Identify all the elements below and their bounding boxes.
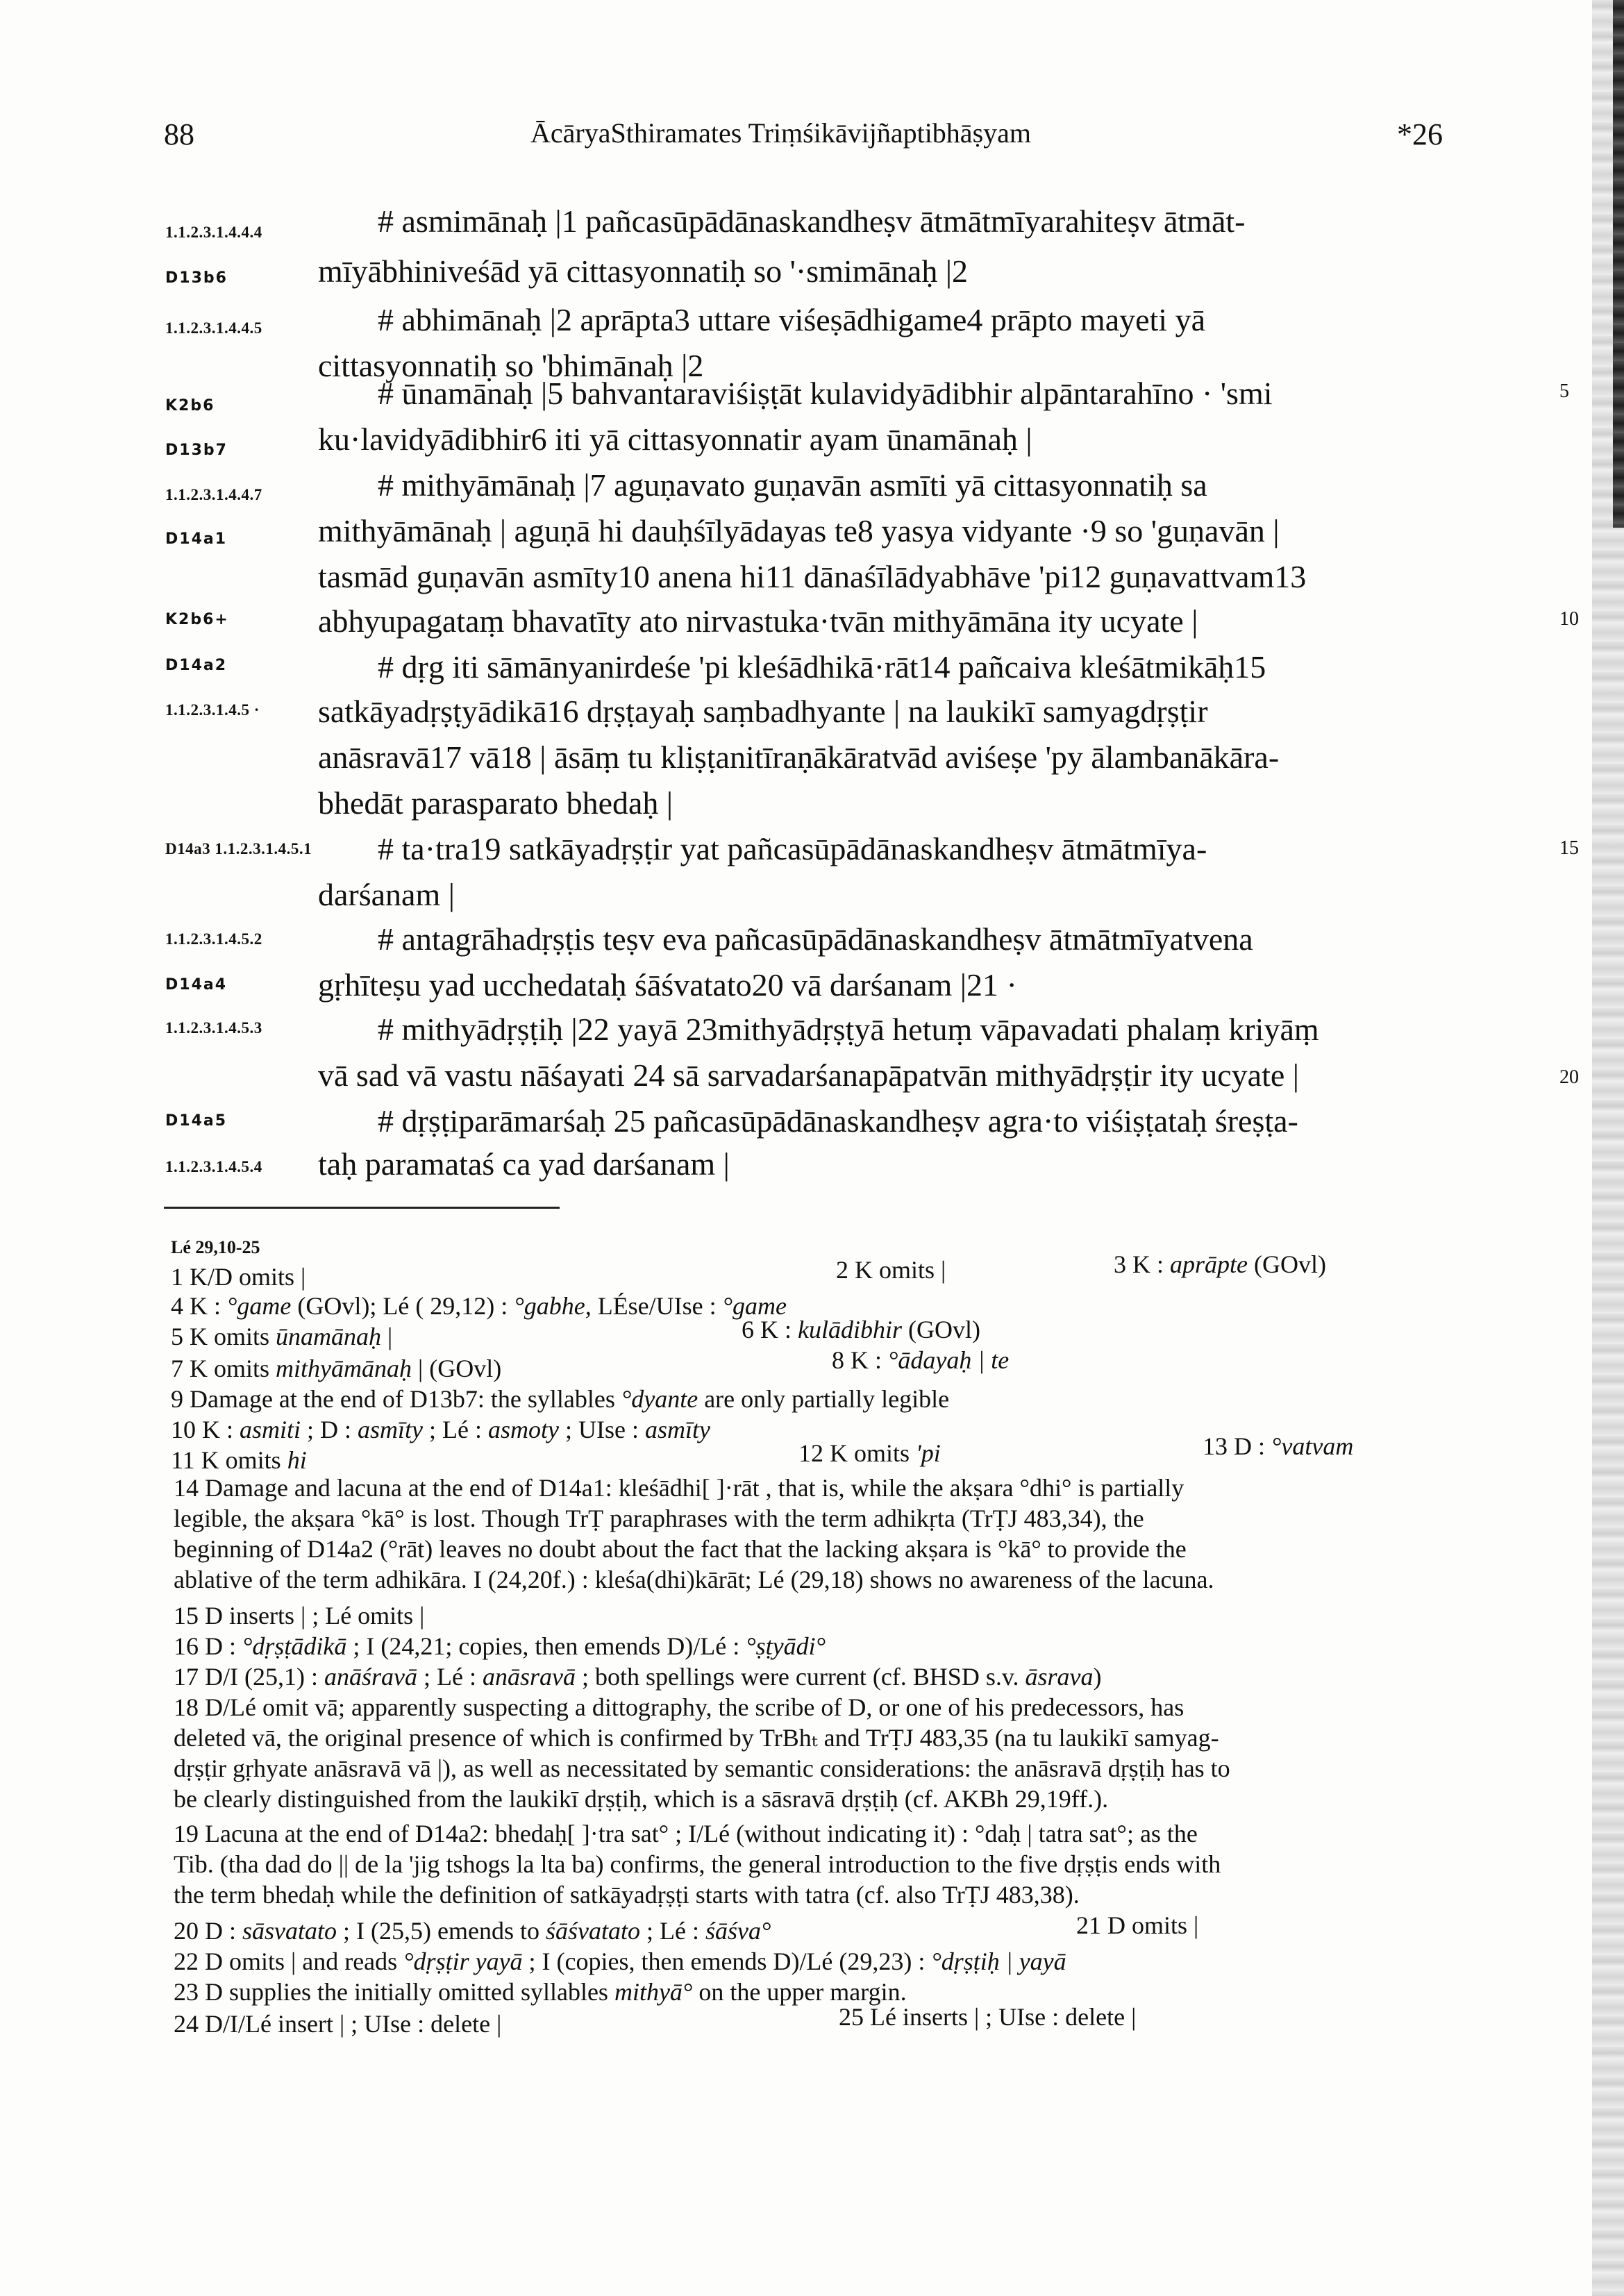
footnote-2: 2 K omits | — [836, 1256, 946, 1284]
text-line: mithyāmānaḥ | aguṇā hi dauḥśīlyādayas te8 yasya vidyante ·9 so 'guṇavān | — [318, 513, 1280, 548]
footnote-22: 22 D omits | and reads °dṛṣṭir yayā ; I (copies, then emends D)/Lé (29,23) : °dṛṣṭiḥ | yayā — [174, 1947, 1066, 1975]
text-line: # ūnamānaḥ |5 bahvantaraviśiṣṭāt kulavidyādibhir alpāntarahīno · 'smi — [378, 376, 1273, 411]
text-line: ku·lavidyādibhir6 iti yā cittasyonnatir ayam ūnamānaḥ | — [318, 421, 1032, 457]
footnote-1: 1 K/D omits | — [171, 1263, 306, 1291]
footnote-20: 20 D : sāsvatato ; I (25,5) emends to śāśvatato ; Lé : śāśva° — [174, 1917, 771, 1945]
footnote-25: 25 Lé inserts | ; UIse : delete | — [839, 2003, 1137, 2031]
text-line: satkāyadṛṣṭyādikā16 dṛṣṭayaḥ saṃbadhyante | na laukikī samyagdṛṣṭir — [318, 694, 1208, 729]
text-line: # mithyādṛṣṭiḥ |22 yayā 23mithyādṛṣṭyā hetuṃ vāpavadati phalaṃ kriyāṃ — [378, 1012, 1319, 1047]
line-sigla: 1.1.2.3.1.4.5.4 — [165, 1158, 262, 1175]
footnote-14-line: beginning of D14a2 (°rāt) leaves no doubt about the fact that the lacking akṣara is °kā° to provide the — [174, 1535, 1187, 1563]
footnote-19-line: Tib. (tha dad do || de la 'jig tshogs la lta ba) confirms, the general introduction to the five dṛṣṭis ends with — [174, 1850, 1221, 1878]
footnote-10: 10 K : asmiti ; D : asmīty ; Lé : asmoty ; UIse : asmīty — [171, 1416, 710, 1443]
line-sigla: D14a1 — [165, 530, 228, 548]
page-number: 88 — [164, 117, 194, 151]
line-number: 5 — [1559, 380, 1569, 402]
text-line: # asmimānaḥ |1 pañcasūpādānaskandheṣv ātmātmīyarahiteṣv ātmāt- — [378, 203, 1246, 239]
footnote-9: 9 Damage at the end of D13b7: the syllables °dyante are only partially legible — [171, 1385, 950, 1413]
text-line: # mithyāmānaḥ |7 aguṇavato guṇavān asmīti yā cittasyonnatiḥ sa — [378, 467, 1207, 503]
line-sigla: K2b6+ — [165, 611, 229, 628]
lefmann-reference: Lé 29,10-25 — [171, 1237, 260, 1257]
line-sigla: D13b7 — [165, 442, 228, 459]
line-sigla: D14a3 1.1.2.3.1.4.5.1 — [165, 840, 312, 857]
footnote-7: 7 K omits mithyāmānaḥ | (GOvl) — [171, 1355, 502, 1382]
line-sigla: D13b6 — [165, 269, 228, 287]
footnote-19-line: 19 Lacuna at the end of D14a2: bhedaḥ[ ]·tra sat° ; I/Lé (without indicating it) : °daḥ | tatra sat°; as the — [174, 1820, 1198, 1847]
footnote-18-line: be clearly distinguished from the laukikī dṛṣṭiḥ, which is a sāsravā dṛṣṭiḥ (cf. AKBh 29,19ff.). — [174, 1785, 1109, 1813]
footnote-3: 3 K : aprāpte (GOvl) — [1114, 1250, 1326, 1278]
text-line: abhyupagataṃ bhavatīty ato nirvastuka·tvān mithyāmāna ity ucyate | — [318, 603, 1198, 639]
footnote-6: 6 K : kulādibhir (GOvl) — [742, 1316, 980, 1343]
footnote-18-line: deleted vā, the original presence of which is confirmed by TrBhₜ and TrṬJ 483,35 (na tu laukikī samyag- — [174, 1724, 1219, 1752]
text-line: anāsravā17 vā18 | āsāṃ tu kliṣṭanitīraṇākāratvād aviśeṣe 'py ālambanākāra- — [318, 739, 1280, 775]
text-line: vā sad vā vastu nāśayati 24 sā sarvadarśanapāpatvān mithyādṛṣṭir ity ucyate | — [318, 1057, 1299, 1093]
text-line: # abhimānaḥ |2 aprāpta3 uttare viśeṣādhigame4 prāpto mayeti yā — [378, 302, 1206, 337]
scan-edge-shadow — [1592, 0, 1624, 2296]
footnote-14-line: 14 Damage and lacuna at the end of D14a1: kleśādhi[ ]·rāt , that is, while the akṣara °dhi° is partially — [174, 1474, 1184, 1502]
line-sigla: 1.1.2.3.1.4.4.4 — [165, 224, 262, 241]
footnote-separator — [164, 1207, 560, 1209]
footnote-8: 8 K : °ādayaḥ | te — [832, 1346, 1010, 1374]
text-line: bhedāt parasparato bhedaḥ | — [318, 785, 673, 821]
footnote-5: 5 K omits ūnamānaḥ | — [171, 1323, 393, 1350]
footnote-16: 16 D : °dṛṣṭādikā ; I (24,21; copies, then emends D)/Lé : °ṣṭyādi° — [174, 1632, 826, 1660]
text-line: darśanam | — [318, 877, 455, 912]
text-line: tasmād guṇavān asmīty10 anena hi11 dānaśīlādyabhāve 'pi12 guṇavattvam13 — [318, 559, 1307, 594]
footnote-24: 24 D/I/Lé insert | ; UIse : delete | — [174, 2010, 502, 2038]
line-sigla: 1.1.2.3.1.4.4.7 — [165, 486, 262, 503]
line-sigla: K2b6 — [165, 397, 215, 414]
footnote-13: 13 D : °vatvam — [1203, 1432, 1354, 1460]
footnote-23: 23 D supplies the initially omitted syllables mithyā° on the upper margin. — [174, 1978, 907, 2006]
footnote-18-line: dṛṣṭir gṛhyate anāsravā vā |), as well as necessitated by semantic considerations: the anāsravā dṛṣṭiḥ has to — [174, 1754, 1230, 1782]
text-line: cittasyonnatiḥ so 'bhimānaḥ |2 — [318, 348, 704, 383]
line-sigla: D14a5 — [165, 1112, 228, 1130]
footnote-15: 15 D inserts | ; Lé omits | — [174, 1602, 425, 1629]
footnote-11: 11 K omits hi — [171, 1446, 307, 1474]
footnote-17: 17 D/I (25,1) : anāśravā ; Lé : anāsravā ; both spellings were current (cf. BHSD s.v. āsrava) — [174, 1663, 1102, 1691]
line-sigla: D14a2 — [165, 657, 228, 674]
text-line: # antagrāhadṛṣṭis teṣv eva pañcasūpādānaskandheṣv ātmātmīyatvena — [378, 921, 1253, 957]
line-sigla: 1.1.2.3.1.4.5.3 — [165, 1019, 262, 1037]
text-line: # dṛg iti sāmānyanirdeśe 'pi kleśādhikā·rāt14 pañcaiva kleśātmikāḥ15 — [378, 649, 1266, 685]
text-line: # ta·tra19 satkāyadṛṣṭir yat pañcasūpādānaskandheṣv ātmātmīya- — [378, 831, 1207, 866]
line-sigla: 1.1.2.3.1.4.5 · — [165, 701, 260, 719]
line-sigla: 1.1.2.3.1.4.5.2 — [165, 930, 262, 948]
line-number: 20 — [1559, 1066, 1579, 1088]
line-sigla: D14a4 — [165, 976, 228, 994]
footnote-21: 21 D omits | — [1076, 1911, 1199, 1939]
text-line: # dṛṣṭiparāmarśaḥ 25 pañcasūpādānaskandheṣv agra·to viśiṣṭataḥ śreṣṭa- — [378, 1103, 1298, 1139]
running-title: ĀcāryaSthiramates Triṃśikāvijñaptibhāṣyam — [530, 117, 1031, 149]
line-number: 15 — [1559, 837, 1579, 859]
footnote-19-line: the term bhedaḥ while the definition of satkāyadṛṣṭi starts with tatra (cf. also TrṬJ 483,38). — [174, 1881, 1080, 1909]
line-number: 10 — [1559, 608, 1579, 630]
footnote-14-line: ablative of the term adhikāra. I (24,20f.) : kleśa(dhi)kārāt; Lé (29,18) shows no awareness of the lacuna. — [174, 1566, 1214, 1593]
text-line: mīyābhiniveśād yā cittasyonnatiḥ so '·smimānaḥ |2 — [318, 253, 969, 289]
footnote-4: 4 K : °game (GOvl); Lé ( 29,12) : °gabhe, LÉse/UIse : °game — [171, 1292, 787, 1320]
line-sigla: 1.1.2.3.1.4.4.5 — [165, 319, 262, 337]
text-line: taḥ paramataś ca yad darśanam | — [318, 1146, 730, 1182]
footnote-18-line: 18 D/Lé omit vā; apparently suspecting a dittography, the scribe of D, or one of his predecessors, has — [174, 1693, 1184, 1721]
footnote-14-line: legible, the akṣara °kā° is lost. Though TrṬ paraphrases with the term adhikṛta (TrṬJ 483,34), the — [174, 1505, 1144, 1532]
section-reference: *26 — [1397, 117, 1443, 151]
footnote-12: 12 K omits 'pi — [798, 1439, 941, 1467]
text-line: gṛhīteṣu yad ucchedataḥ śāśvatato20 vā darśanam |21 · — [318, 967, 1017, 1003]
